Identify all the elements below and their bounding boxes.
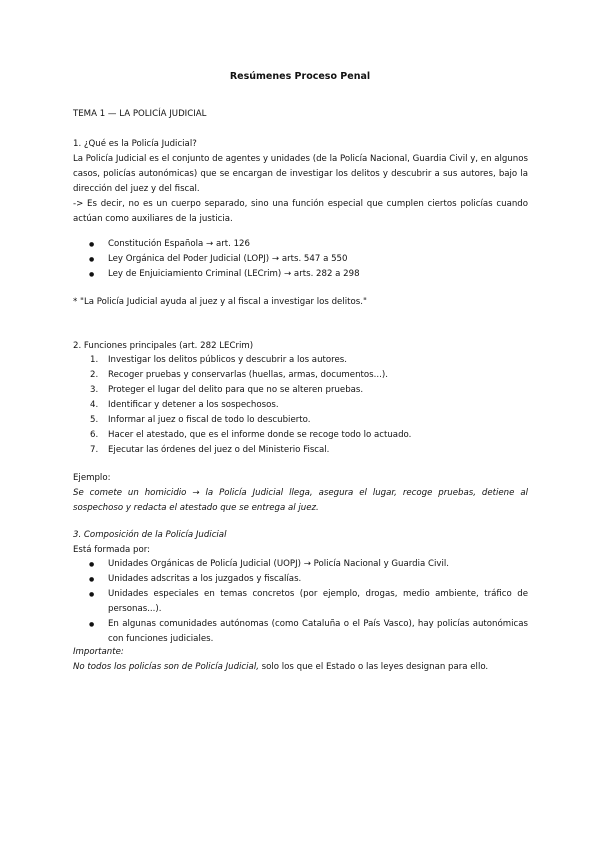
item-number: 3. (90, 385, 99, 395)
list-item: ● Constitución Española → art. 126 (73, 237, 528, 252)
example-label: Ejemplo: (73, 473, 111, 483)
functions-list (73, 353, 528, 458)
section-1-paragraph-2: -> Es decir, no es un cuerpo separado, sino una función especial que cumplen ciertos policías cuando actúan como auxiliares de la justicia. (73, 199, 528, 224)
importante-label: Importante: (73, 647, 124, 657)
list-item (73, 353, 528, 368)
tema-heading: TEMA 1 — LA POLICÍA JUDICIAL (73, 109, 207, 119)
list-item: ● Unidades especiales en temas concretos (por ejemplo, drogas, medio ambiente, tráfico de personas...). (73, 587, 528, 617)
section-2-heading: 2. Funciones principales (art. 282 LECrim) (73, 341, 254, 351)
item-number: 4. (90, 400, 99, 410)
list-item (73, 428, 528, 443)
item-text: Proteger el lugar del delito para que no se alteren pruebas. (108, 385, 364, 395)
item-text: Investigar los delitos públicos y descubrir a los autores. (108, 355, 347, 365)
item-number: 7. (90, 445, 99, 455)
list-item (73, 368, 528, 383)
list-item: ● En algunas comunidades autónomas (como Cataluña o el País Vasco), hay policías autonómicas con funciones judiciales. (73, 617, 528, 647)
section-3-head (73, 528, 528, 558)
composition-list (73, 557, 528, 647)
section-3-intro: Está formada por: (73, 545, 151, 555)
example-block (73, 471, 528, 516)
item-text: Identificar y detener a los sospechosos. (108, 400, 279, 410)
legal-basis-list (73, 237, 528, 282)
document-title: Resúmenes Proceso Penal (229, 71, 371, 82)
list-item: ● Unidades Orgánicas de Policía Judicial (UOPJ) → Policía Nacional y Guardia Civil. (73, 557, 528, 572)
section-1 (73, 137, 528, 227)
section-1-quote: * "La Policía Judicial ayuda al juez y al fiscal a investigar los delitos." (73, 297, 367, 307)
list-item (73, 413, 528, 428)
importante-block (73, 645, 528, 675)
item-text: Informar al juez o fiscal de todo lo descubierto. (108, 415, 311, 425)
item-number: 6. (90, 430, 99, 440)
example-text: Se comete un homicidio → la Policía Judicial llega, asegura el lugar, recoge pruebas, detiene al sospechoso y redacta el atestado que se entrega al juez. (73, 488, 528, 513)
list-item (73, 398, 528, 413)
importante-rest: solo los que el Estado o las leyes designan para ello. (258, 662, 489, 672)
list-item (73, 443, 528, 458)
section-3-heading: 3. Composición de la Policía Judicial (73, 530, 227, 540)
item-text: Recoger pruebas y conservarlas (huellas, armas, documentos...). (108, 370, 388, 380)
item-number: 1. (90, 355, 99, 365)
item-number: 5. (90, 415, 99, 425)
list-item: ● Ley Orgánica del Poder Judicial (LOPJ) → arts. 547 a 550 (73, 252, 528, 267)
importante-italic: No todos los policías son de Policía Judicial, (73, 662, 259, 672)
list-item (73, 383, 528, 398)
list-item: ● Unidades adscritas a los juzgados y fiscalías. (73, 572, 528, 587)
item-number: 2. (90, 370, 99, 380)
section-1-heading: 1. ¿Qué es la Policía Judicial? (73, 139, 197, 149)
item-text: Hacer el atestado, que es el informe donde se recoge todo lo actuado. (108, 430, 412, 440)
item-text: Ejecutar las órdenes del juez o del Ministerio Fiscal. (108, 445, 330, 455)
list-item: ● Ley de Enjuiciamiento Criminal (LECrim) → arts. 282 a 298 (73, 267, 528, 282)
section-1-paragraph-1: La Policía Judicial es el conjunto de agentes y unidades (de la Policía Nacional, Guardia Civil y, en algunos casos, policías autonómicas) que se encargan de investigar los delitos y descubrir a sus autores, bajo la dirección del juez y del fiscal. (73, 154, 528, 194)
